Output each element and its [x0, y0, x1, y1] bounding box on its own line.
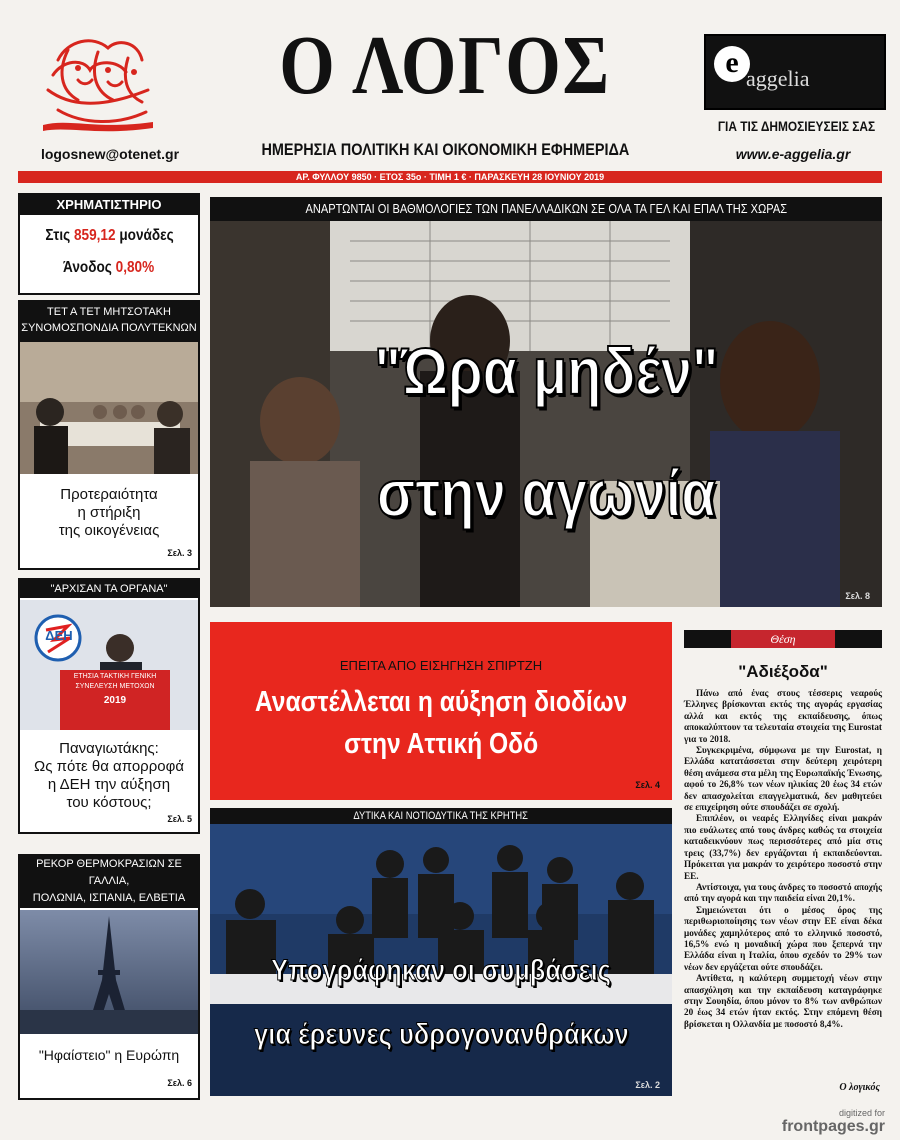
page-ref: Σελ. 8	[845, 591, 870, 601]
opinion-title: "Αδιέξοδα"	[738, 662, 828, 681]
toll-story-box	[210, 622, 672, 800]
digitized-watermark	[735, 1108, 885, 1136]
issue-info-bar: ΑΡ. ΦΥΛΛΟΥ 9850 · ΕΤΟΣ 35ο · ΤΙΜΗ 1 € · ΠΑΡΑΣΚΕΥΗ 28 ΙΟΥΝΙΟΥ 2019	[18, 171, 882, 183]
opinion-paragraph: Επιπλέον, οι νεαρές Ελληνίδες είναι μακράν πιο ευάλωτες από τους άνδρες καθώς τα στοιχεία καταδεικνύουν πως περισσότερες από μία στις τρεις (33,7%) δεν εργάζονται ή εκπαιδεύονται. Πρόκειται για μακράν το χειρότερο ποσοστό στην ΕΕ.	[684, 813, 882, 881]
lead-headline-line-1: "Ώρα μηδέν"	[373, 334, 719, 408]
crete-headline-line-1: Υπογράφηκαν οι συμβάσεις	[271, 954, 611, 987]
stock-change-value: 0,80%	[116, 259, 155, 276]
toll-headline-line-2: στην Αττική Οδό	[343, 728, 539, 760]
toll-kicker: ΕΠΕΙΤΑ ΑΠΟ ΕΙΣΗΓΗΣΗ ΣΠΙΡΤΖΗ	[339, 658, 543, 673]
opinion-body	[684, 688, 882, 1030]
masthead-subtitle: ΗΜΕΡΗΣΙΑ ΠΟΛΙΤΙΚΗ ΚΑΙ ΟΙΚΟΝΟΜΙΚΗ ΕΦΗΜΕΡΙΔΑ	[261, 140, 629, 159]
lead-kicker-bar: ΑΝΑΡΤΩΝΤΑΙ ΟΙ ΒΑΘΜΟΛΟΓΙΕΣ ΤΩΝ ΠΑΝΕΛΛΑΔΙΚΩΝ ΣΕ ΟΛΑ ΤΑ ΓΕΛ ΚΑΙ ΕΠΑΛ ΤΗΣ ΧΩΡΑΣ	[210, 197, 882, 221]
digitized-site: frontpages.gr	[781, 1118, 885, 1135]
opinion-paragraph: Σημειώνεται ότι ο μέσος όρος της περιθωριοποίησης των νέων στην ΕΕ είναι δέκα μονάδες χαμηλότερος από το ελληνικό ποσοστό, 16,5% ενώ η μοναδική χώρα που ξεπερνά την Ελλάδα είναι η Ιταλία, όπου σχεδόν το 29% των νέων δεν εργάζεται ούτε σπουδάζει.	[684, 904, 882, 972]
logo-figures	[38, 30, 158, 140]
stock-line-1: Στις 859,12 μονάδες	[44, 227, 174, 244]
masthead-title: Ο ΛΟΓΟΣ	[279, 19, 611, 112]
stock-box	[18, 193, 200, 295]
opinion-signature: Ο λογικός	[839, 1082, 880, 1093]
stock-header: ΧΡΗΜΑΤΙΣΤΗΡΙΟ	[20, 195, 198, 215]
opinion-paragraph: Πάνω από ένας στους τέσσερις νεαρούς Έλληνες βρίσκονται εκτός της αγοράς εργασίας αλλά και εκτός της εκπαίδευσης, όπως αποκαλύπτουν τα τελευταία στοιχεία της Eurostat για το 2018.	[684, 688, 882, 744]
dei-banner: ΕΤΗΣΙΑ ΤΑΚΤΙΚΗ ΓΕΝΙΚΗ ΣΥΝΕΛΕΥΣΗ ΜΕΤΟΧΩΝ 2019	[73, 673, 157, 706]
lead-photo	[210, 221, 882, 607]
story-caption: Προτεραιότητα η στήριξη της οικογένειας	[58, 486, 160, 539]
story-caption: "Ηφαίστειο" η Ευρώπη	[38, 1047, 180, 1063]
eaggelia-tagline: ΓΙΑ ΤΙΣ ΔΗΜΟΣΙΕΥΣΕΙΣ ΣΑΣ	[717, 118, 876, 134]
opinion-paragraph: Αντίθετα, η καλύτερη συμμετοχή νέων στην απασχόληση και την εκπαίδευση καταγράφηκε στην Σουηδία, όπου μόνον το 8% των ανθρώπων 20 έως 34 ετών ήταν εκτός. Στην επόμενη θέση βρίσκεται η Ολλανδία με ποσοστό 8,4%.	[684, 973, 882, 1029]
eiffel-tower-photo	[20, 910, 198, 1034]
digitized-for-label: digitized for	[838, 1108, 885, 1118]
crete-kicker-bar: ΔΥΤΙΚΑ ΚΑΙ ΝΟΤΙΟΔΥΤΙΚΑ ΤΗΣ ΚΡΗΤΗΣ	[210, 808, 672, 824]
opinion-paragraph: Συγκεκριμένα, σύμφωνα με την Eurostat, η Ελλάδα κατατάσσεται στην δεύτερη χειρότερη θέση ανάμεσα στα μέλη της Ευρωπαϊκής Ένωσης, αφού το 26,8% των νέων ηλικίας 20 έως 34 ετών δεν απασχολείται επαγγελματικά, δεν μαθητεύει σε επιχείρηση ούτε σπουδάζει σε σχολή.	[684, 745, 882, 813]
meeting-photo	[20, 342, 198, 474]
story-box-mitsotakis	[18, 300, 200, 570]
eaggelia-logo-box	[704, 34, 886, 110]
story-caption: Παναγιωτάκης: Ως πότε θα απορροφά η ΔΕΗ την αύξηση του κόστους;	[33, 740, 184, 811]
lead-headline-line-2: στην αγωνία	[376, 456, 716, 530]
masthead-email: logosnew@otenet.gr	[40, 146, 180, 162]
eaggelia-e-icon: e	[714, 46, 750, 82]
stock-index-value: 859,12	[73, 227, 116, 244]
opinion-header-bar	[684, 630, 882, 648]
eaggelia-url: www.e-aggelia.gr	[735, 146, 851, 162]
opinion-tab: Θέση	[731, 630, 835, 648]
story-kicker: ΡΕΚΟΡ ΘΕΡΜΟΚΡΑΣΙΩΝ ΣΕ ΓΑΛΛΙΑ, ΠΟΛΩΝΙΑ, ΙΣΠΑΝΙΑ, ΕΛΒΕΤΙΑ	[20, 856, 198, 908]
page-ref: Σελ. 5	[167, 814, 192, 824]
dei-logo-text: ΔΕΗ	[45, 628, 73, 643]
story-box-dei	[18, 578, 200, 834]
crete-headline-line-2: για έρευνες υδρογονανθράκων	[253, 1018, 629, 1051]
story-kicker: "ΑΡΧΙΣΑΝ ΤΑ ΟΡΓΑΝΑ"	[20, 580, 198, 598]
opinion-paragraph: Αντίστοιχα, για τους άνδρες το ποσοστό αποχής από την αγορά και την παιδεία είναι 20,1%.	[684, 881, 882, 904]
crete-signing-photo	[210, 824, 672, 1096]
toll-headline-line-1: Αναστέλλεται η αύξηση διοδίων	[254, 686, 628, 718]
page-ref: Σελ. 3	[167, 548, 192, 558]
page-ref: Σελ. 6	[167, 1078, 192, 1088]
stock-line-2: Άνοδος 0,80%	[63, 259, 155, 276]
page-ref: Σελ. 2	[635, 1080, 660, 1090]
page-ref: Σελ. 4	[635, 780, 660, 790]
story-box-heatwave	[18, 854, 200, 1100]
dei-assembly-photo	[20, 600, 198, 730]
eaggelia-brand: aggelia	[746, 66, 810, 91]
story-kicker: ΤΕΤ Α ΤΕΤ ΜΗΤΣΟΤΑΚΗ ΣΥΝΟΜΟΣΠΟΝΔΙΑ ΠΟΛΥΤΕΚΝΩΝ	[20, 302, 198, 342]
